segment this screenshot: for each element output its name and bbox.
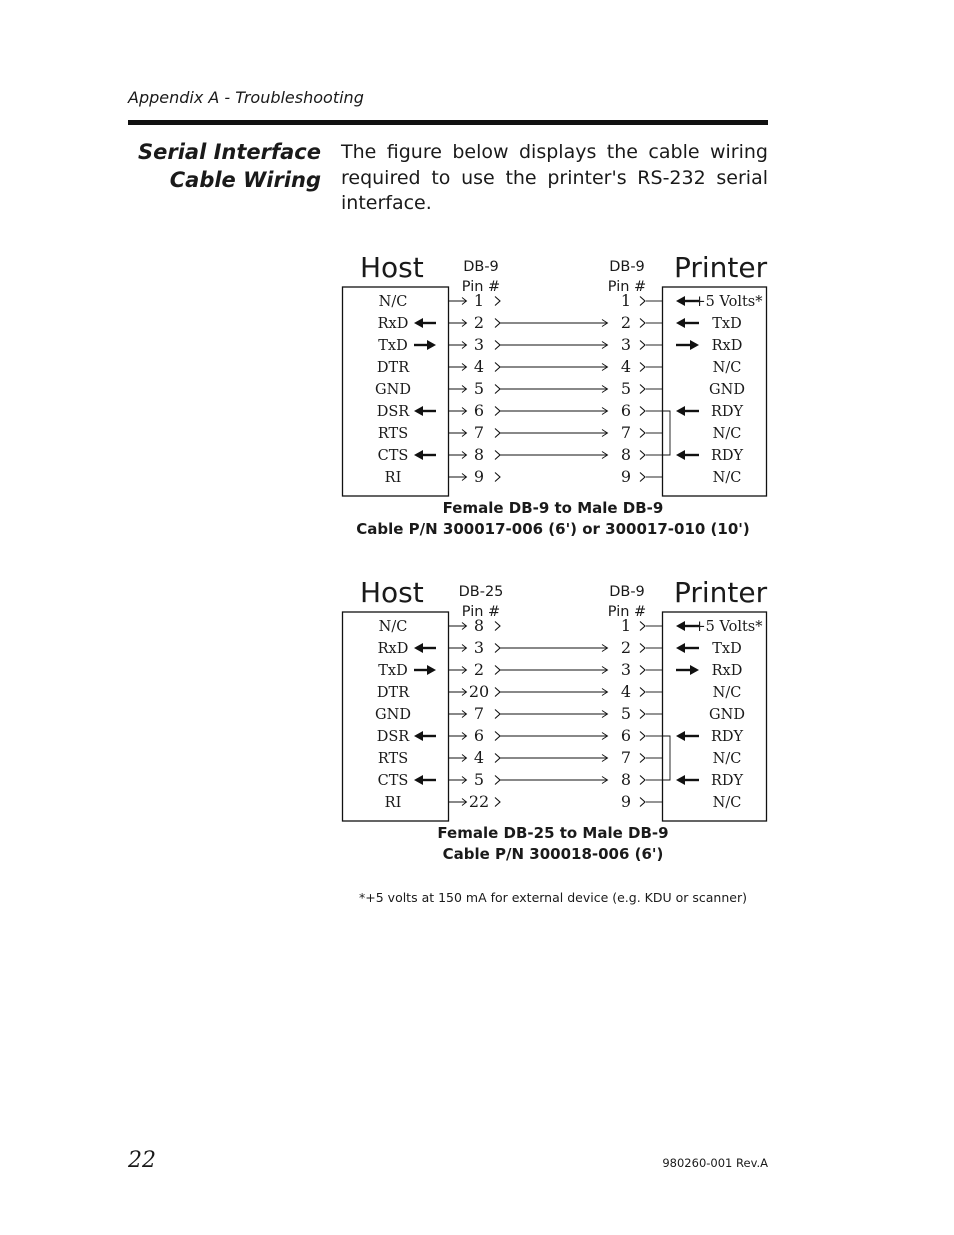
host-pin-number: 8: [473, 616, 485, 635]
printer-pin-chevron: [640, 363, 645, 372]
printer-signal-label: GND: [709, 382, 745, 398]
caption-line2: Cable P/N 300017-006 (6') or 300017-010 (10'): [356, 520, 750, 538]
running-header: Appendix A - Troubleshooting: [128, 88, 364, 107]
printer-signal-label: N/C: [712, 470, 742, 486]
wiring-svg: [340, 575, 770, 823]
host-input-arrow: [414, 406, 436, 416]
printer-signal-label: RxD: [711, 663, 743, 679]
cable-wire: [500, 777, 608, 784]
printer-pin-chevron: [640, 407, 645, 416]
printer-signal-label: GND: [709, 707, 745, 723]
host-pin-lead: [449, 320, 467, 327]
printer-connector-label: DB-9: [609, 259, 645, 275]
section-title-line1: Serial Interface: [137, 140, 321, 164]
host-pin-chevron: [495, 451, 500, 460]
printer-signal-label: TxD: [712, 641, 742, 657]
printer-pin-chevron: [640, 776, 645, 785]
printer-pin-chevron: [640, 473, 645, 482]
host-input-arrow: [414, 318, 436, 328]
host-pin-lead: [449, 799, 467, 806]
printer-pin-chevron: [640, 644, 645, 653]
host-signal-label: RTS: [377, 751, 409, 767]
host-connector-label: DB-9: [463, 259, 499, 275]
host-signal-label: DSR: [376, 404, 410, 420]
host-pin-chevron: [495, 473, 500, 482]
host-pin-chevron: [495, 622, 500, 631]
printer-pin-number: 4: [620, 357, 632, 376]
printer-pin-chevron: [640, 688, 645, 697]
host-input-arrow: [414, 643, 436, 653]
wiring-diagram-db25: [340, 575, 770, 823]
host-signal-label: TxD: [378, 663, 408, 679]
page-number: 22: [128, 1148, 156, 1173]
printer-output-arrow: [676, 340, 699, 350]
caption-line1: Female DB-25 to Male DB-9: [437, 824, 669, 842]
host-pin-number: 5: [473, 379, 485, 398]
diagram-caption-db25: [340, 823, 766, 865]
footnote: *+5 volts at 150 mA for external device (e.g. KDU or scanner): [359, 890, 747, 905]
host-pin-number: 7: [473, 423, 485, 442]
host-signal-label: DTR: [376, 685, 410, 701]
host-pin-lead: [449, 733, 467, 740]
printer-signal-label: N/C: [712, 426, 742, 442]
printer-pin-chevron: [640, 429, 645, 438]
host-pin-lead: [449, 777, 467, 784]
cable-wire: [500, 711, 608, 718]
printer-input-arrow: [676, 731, 699, 741]
printer-title: Printer: [674, 251, 768, 284]
printer-pin-chevron: [640, 297, 645, 306]
host-pin-number: 20: [468, 682, 490, 701]
printer-pin-number: 7: [620, 748, 632, 767]
host-pin-lead: [449, 342, 467, 349]
host-pin-chevron: [495, 666, 500, 675]
host-pin-chevron: [495, 385, 500, 394]
host-pin-chevron: [495, 297, 500, 306]
host-signal-label: RxD: [377, 641, 409, 657]
host-signal-label: CTS: [377, 773, 409, 789]
host-pin-chevron: [495, 319, 500, 328]
printer-output-arrow: [676, 665, 699, 675]
host-pin-header: Pin #: [461, 279, 501, 295]
printer-pin-chevron: [640, 341, 645, 350]
host-signal-label: RI: [384, 470, 402, 486]
printer-signal-label: RDY: [710, 729, 744, 745]
host-pin-number: 22: [468, 792, 490, 811]
host-pin-chevron: [495, 407, 500, 416]
printer-input-arrow: [676, 406, 699, 416]
section-title-line2: Cable Wiring: [169, 168, 321, 192]
cable-wire: [500, 364, 608, 371]
rdy-loopback: [662, 736, 670, 780]
printer-pin-number: 7: [620, 423, 632, 442]
host-pin-chevron: [495, 341, 500, 350]
diagram-caption-db9: [340, 498, 766, 540]
printer-signal-label: N/C: [712, 360, 742, 376]
host-pin-lead: [449, 452, 467, 459]
host-pin-number: 1: [473, 291, 485, 310]
host-pin-chevron: [495, 429, 500, 438]
cable-wire: [500, 645, 608, 652]
printer-pin-number: 4: [620, 682, 632, 701]
cable-wire: [500, 320, 608, 327]
printer-pin-chevron: [640, 710, 645, 719]
host-signal-label: N/C: [378, 294, 408, 310]
section-title: [138, 138, 321, 194]
printer-signal-label: +5 Volts*: [693, 294, 763, 310]
printer-pin-number: 6: [620, 401, 632, 420]
printer-pin-chevron: [640, 622, 645, 631]
printer-pin-number: 6: [620, 726, 632, 745]
host-signal-label: RI: [384, 795, 402, 811]
host-output-arrow: [414, 340, 436, 350]
host-pin-number: 7: [473, 704, 485, 723]
printer-signal-label: N/C: [712, 685, 742, 701]
host-pin-number: 4: [473, 357, 485, 376]
cable-wire: [500, 755, 608, 762]
host-signal-label: DSR: [376, 729, 410, 745]
printer-pin-header: Pin #: [607, 279, 647, 295]
printer-pin-number: 8: [620, 770, 632, 789]
host-pin-chevron: [495, 710, 500, 719]
printer-pin-number: 9: [620, 467, 632, 486]
document-reference: 980260-001 Rev.A: [662, 1156, 768, 1170]
host-pin-number: 3: [473, 638, 485, 657]
host-signal-label: DTR: [376, 360, 410, 376]
host-pin-number: 9: [473, 467, 485, 486]
printer-pin-number: 3: [620, 335, 632, 354]
host-pin-number: 5: [473, 770, 485, 789]
host-pin-chevron: [495, 688, 500, 697]
printer-pin-header: Pin #: [607, 604, 647, 620]
printer-pin-number: 2: [620, 313, 632, 332]
printer-pin-chevron: [640, 754, 645, 763]
printer-pin-number: 2: [620, 638, 632, 657]
host-pin-number: 2: [473, 660, 485, 679]
printer-pin-number: 1: [620, 291, 632, 310]
cable-wire: [500, 667, 608, 674]
host-pin-lead: [449, 645, 467, 652]
host-signal-label: RxD: [377, 316, 409, 332]
printer-title: Printer: [674, 576, 768, 609]
host-pin-chevron: [495, 644, 500, 653]
cable-wire: [500, 430, 608, 437]
host-signal-label: GND: [375, 382, 411, 398]
printer-pin-number: 9: [620, 792, 632, 811]
host-pin-lead: [449, 711, 467, 718]
printer-pin-number: 8: [620, 445, 632, 464]
printer-signal-label: +5 Volts*: [693, 619, 763, 635]
printer-signal-label: N/C: [712, 795, 742, 811]
host-pin-chevron: [495, 776, 500, 785]
host-pin-number: 4: [473, 748, 485, 767]
host-signal-label: TxD: [378, 338, 408, 354]
host-pin-chevron: [495, 363, 500, 372]
printer-pin-chevron: [640, 732, 645, 741]
printer-pin-chevron: [640, 319, 645, 328]
printer-signal-label: N/C: [712, 751, 742, 767]
host-pin-chevron: [495, 798, 500, 807]
cable-wire: [500, 386, 608, 393]
printer-pin-chevron: [640, 451, 645, 460]
host-pin-number: 3: [473, 335, 485, 354]
cable-wire: [500, 733, 608, 740]
host-pin-lead: [449, 689, 467, 696]
printer-signal-label: TxD: [712, 316, 742, 332]
printer-input-arrow: [676, 318, 699, 328]
printer-pin-number: 3: [620, 660, 632, 679]
host-signal-label: GND: [375, 707, 411, 723]
caption-line1: Female DB-9 to Male DB-9: [442, 499, 664, 517]
wiring-diagram-db9: [340, 250, 770, 498]
printer-connector-label: DB-9: [609, 584, 645, 600]
intro-paragraph: The figure below displays the cable wiring required to use the printer's RS-232 serial interface.: [341, 141, 768, 214]
printer-signal-label: RDY: [710, 448, 744, 464]
printer-pin-number: 5: [620, 704, 632, 723]
printer-pin-chevron: [640, 798, 645, 807]
printer-pin-number: 1: [620, 616, 632, 635]
host-pin-lead: [449, 667, 467, 674]
printer-input-arrow: [676, 775, 699, 785]
host-title: Host: [360, 576, 424, 609]
printer-signal-label: RDY: [710, 404, 744, 420]
printer-pin-chevron: [640, 666, 645, 675]
cable-wire: [500, 408, 608, 415]
host-pin-header: Pin #: [461, 604, 501, 620]
host-input-arrow: [414, 731, 436, 741]
rdy-loopback: [662, 411, 670, 455]
host-pin-lead: [449, 430, 467, 437]
wiring-svg: [340, 250, 770, 498]
host-output-arrow: [414, 665, 436, 675]
host-pin-lead: [449, 474, 467, 481]
host-signal-label: N/C: [378, 619, 408, 635]
host-pin-lead: [449, 755, 467, 762]
printer-signal-label: RxD: [711, 338, 743, 354]
caption-line2: Cable P/N 300018-006 (6'): [442, 845, 664, 863]
printer-input-arrow: [676, 450, 699, 460]
printer-pin-number: 5: [620, 379, 632, 398]
host-pin-chevron: [495, 754, 500, 763]
host-input-arrow: [414, 775, 436, 785]
printer-input-arrow: [676, 643, 699, 653]
host-pin-number: 6: [473, 401, 485, 420]
host-input-arrow: [414, 450, 436, 460]
host-connector-label: DB-25: [458, 584, 504, 600]
cable-wire: [500, 452, 608, 459]
host-title: Host: [360, 251, 424, 284]
host-pin-lead: [449, 386, 467, 393]
header-rule: [128, 120, 768, 125]
host-pin-lead: [449, 408, 467, 415]
host-pin-number: 6: [473, 726, 485, 745]
host-pin-lead: [449, 364, 467, 371]
host-pin-chevron: [495, 732, 500, 741]
host-pin-lead: [449, 623, 467, 630]
cable-wire: [500, 342, 608, 349]
printer-signal-label: RDY: [710, 773, 744, 789]
host-pin-number: 8: [473, 445, 485, 464]
host-signal-label: CTS: [377, 448, 409, 464]
cable-wire: [500, 689, 608, 696]
host-signal-label: RTS: [377, 426, 409, 442]
host-pin-lead: [449, 298, 467, 305]
host-pin-number: 2: [473, 313, 485, 332]
printer-pin-chevron: [640, 385, 645, 394]
